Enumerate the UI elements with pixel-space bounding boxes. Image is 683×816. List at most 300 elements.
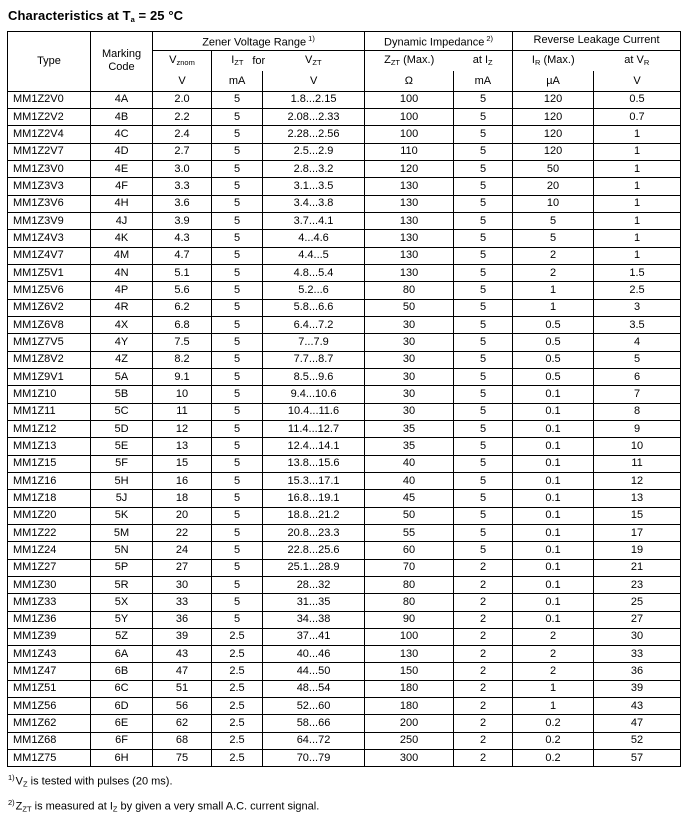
cell-ir: 0.1	[513, 420, 594, 437]
cell-at-iz: 5	[454, 143, 513, 160]
cell-vznom: 3.0	[153, 160, 212, 177]
vznom-unit: V	[178, 74, 186, 87]
cell-zzt: 130	[365, 247, 454, 264]
cell-vznom: 2.0	[153, 91, 212, 108]
table-row	[8, 160, 681, 177]
cell-izt: 2.5	[212, 680, 263, 697]
cell-vzt: 70...79	[263, 750, 365, 767]
table-row	[8, 230, 681, 247]
cell-zzt: 130	[365, 195, 454, 212]
table-row	[8, 420, 681, 437]
cell-zzt: 80	[365, 576, 454, 593]
cell-vzt: 2.8...3.2	[263, 160, 365, 177]
cell-vzt: 40...46	[263, 646, 365, 663]
cell-at-vr: 57	[594, 750, 681, 767]
cell-ir: 0.1	[513, 455, 594, 472]
table-row	[8, 195, 681, 212]
cell-vzt: 15.3...17.1	[263, 472, 365, 489]
cell-zzt: 100	[365, 108, 454, 125]
table-row	[8, 576, 681, 593]
cell-vzt: 37...41	[263, 628, 365, 645]
cell-zzt: 30	[365, 316, 454, 333]
cell-marking-code: 5F	[91, 455, 153, 472]
cell-izt: 2.5	[212, 715, 263, 732]
cell-ir: 0.1	[513, 524, 594, 541]
cell-vzt: 2.08...2.33	[263, 108, 365, 125]
cell-vznom: 39	[153, 628, 212, 645]
cell-type: MM1Z33	[8, 594, 91, 611]
cell-at-vr: 1	[594, 195, 681, 212]
cell-type: MM1Z4V7	[8, 247, 91, 264]
cell-at-vr: 4	[594, 334, 681, 351]
cell-zzt: 30	[365, 386, 454, 403]
cell-vznom: 18	[153, 490, 212, 507]
table-row	[8, 507, 681, 524]
cell-vzt: 6.4...7.2	[263, 316, 365, 333]
title-text: Characteristics at T	[8, 8, 131, 23]
cell-ir: 0.5	[513, 368, 594, 385]
table-row	[8, 698, 681, 715]
cell-vzt: 12.4...14.1	[263, 438, 365, 455]
cell-at-vr: 43	[594, 698, 681, 715]
cell-vzt: 5.8...6.6	[263, 299, 365, 316]
cell-zzt: 130	[365, 646, 454, 663]
cell-zzt: 50	[365, 299, 454, 316]
cell-izt: 2.5	[212, 698, 263, 715]
cell-izt: 5	[212, 386, 263, 403]
cell-at-iz: 5	[454, 91, 513, 108]
cell-vzt: 10.4...11.6	[263, 403, 365, 420]
cell-at-vr: 1	[594, 247, 681, 264]
cell-at-vr: 11	[594, 455, 681, 472]
cell-at-vr: 1	[594, 178, 681, 195]
footnote-1: $^{1)}V_Z$ is tested with pulses (20 ms).	[8, 773, 173, 790]
cell-izt: 5	[212, 282, 263, 299]
cell-at-iz: 5	[454, 351, 513, 368]
footnote-2: $^{2)}Z_{ZT}$ is measured at $I_Z$ by given a very small A.C. current signal.	[8, 798, 320, 814]
vznom-symbol: $V_{znom}$	[169, 54, 195, 68]
cell-at-vr: 1	[594, 126, 681, 143]
cell-ir: 0.1	[513, 507, 594, 524]
cell-at-vr: 7	[594, 386, 681, 403]
cell-ir: 0.1	[513, 490, 594, 507]
table-row	[8, 264, 681, 281]
cell-ir: 0.2	[513, 732, 594, 749]
cell-zzt: 90	[365, 611, 454, 628]
table-row	[8, 316, 681, 333]
cell-at-vr: 5	[594, 351, 681, 368]
cell-marking-code: 6B	[91, 663, 153, 680]
header-group-row	[8, 32, 681, 51]
cell-izt: 5	[212, 576, 263, 593]
table-row	[8, 334, 681, 351]
cell-type: MM1Z43	[8, 646, 91, 663]
cell-zzt: 180	[365, 698, 454, 715]
cell-vzt: 31...35	[263, 594, 365, 611]
cell-at-vr: 52	[594, 732, 681, 749]
cell-vznom: 16	[153, 472, 212, 489]
cell-zzt: 80	[365, 594, 454, 611]
cell-zzt: 100	[365, 91, 454, 108]
col-header-zzt-atiz	[365, 50, 513, 91]
cell-vznom: 5.1	[153, 264, 212, 281]
atvr-symbol: at $V_R$	[624, 54, 650, 68]
cell-at-vr: 3	[594, 299, 681, 316]
cell-vzt: 5.2...6	[263, 282, 365, 299]
cell-zzt: 55	[365, 524, 454, 541]
cell-at-iz: 2	[454, 594, 513, 611]
table-row	[8, 472, 681, 489]
cell-zzt: 35	[365, 438, 454, 455]
cell-vznom: 33	[153, 594, 212, 611]
cell-at-iz: 2	[454, 680, 513, 697]
cell-vzt: 44...50	[263, 663, 365, 680]
cell-at-vr: 12	[594, 472, 681, 489]
table-row	[8, 594, 681, 611]
cell-type: MM1Z12	[8, 420, 91, 437]
cell-marking-code: 5Z	[91, 628, 153, 645]
cell-vznom: 47	[153, 663, 212, 680]
cell-at-iz: 2	[454, 698, 513, 715]
cell-vznom: 7.5	[153, 334, 212, 351]
cell-marking-code: 5J	[91, 490, 153, 507]
cell-at-vr: 13	[594, 490, 681, 507]
cell-ir: 1	[513, 680, 594, 697]
cell-izt: 5	[212, 299, 263, 316]
cell-at-iz: 5	[454, 178, 513, 195]
cell-marking-code: 4P	[91, 282, 153, 299]
cell-vznom: 30	[153, 576, 212, 593]
cell-at-iz: 5	[454, 126, 513, 143]
cell-at-iz: 2	[454, 732, 513, 749]
cell-izt: 5	[212, 230, 263, 247]
cell-ir: 5	[513, 230, 594, 247]
cell-vznom: 13	[153, 438, 212, 455]
zzt-unit: Ω	[404, 74, 413, 87]
cell-zzt: 45	[365, 490, 454, 507]
cell-zzt: 110	[365, 143, 454, 160]
cell-marking-code: 6E	[91, 715, 153, 732]
izt-vzt-units	[212, 71, 364, 91]
cell-izt: 2.5	[212, 646, 263, 663]
cell-vzt: 9.4...10.6	[263, 386, 365, 403]
cell-zzt: 130	[365, 178, 454, 195]
cell-vznom: 75	[153, 750, 212, 767]
cell-ir: 1	[513, 698, 594, 715]
cell-izt: 5	[212, 455, 263, 472]
cell-vzt: 4...4.6	[263, 230, 365, 247]
cell-ir: 2	[513, 628, 594, 645]
cell-vznom: 24	[153, 542, 212, 559]
cell-zzt: 150	[365, 663, 454, 680]
cell-at-vr: 30	[594, 628, 681, 645]
cell-at-vr: 17	[594, 524, 681, 541]
ir-unit: µA	[546, 74, 560, 87]
cell-ir: 0.1	[513, 594, 594, 611]
cell-marking-code: 5R	[91, 576, 153, 593]
cell-izt: 5	[212, 420, 263, 437]
cell-ir: 0.5	[513, 351, 594, 368]
cell-izt: 5	[212, 559, 263, 576]
cell-ir: 50	[513, 160, 594, 177]
cell-marking-code: 6H	[91, 750, 153, 767]
cell-type: MM1Z75	[8, 750, 91, 767]
cell-vznom: 51	[153, 680, 212, 697]
cell-vzt: 7.7...8.7	[263, 351, 365, 368]
cell-vzt: 34...38	[263, 611, 365, 628]
zzt-atiz-units	[365, 71, 512, 91]
cell-ir: 2	[513, 247, 594, 264]
cell-ir: 2	[513, 646, 594, 663]
cell-marking-code: 4B	[91, 108, 153, 125]
cell-type: MM1Z7V5	[8, 334, 91, 351]
cell-at-iz: 2	[454, 611, 513, 628]
cell-type: MM1Z2V2	[8, 108, 91, 125]
cell-marking-code: 5D	[91, 420, 153, 437]
cell-marking-code: 6A	[91, 646, 153, 663]
cell-izt: 5	[212, 143, 263, 160]
cell-izt: 2.5	[212, 628, 263, 645]
cell-type: MM1Z62	[8, 715, 91, 732]
cell-zzt: 300	[365, 750, 454, 767]
table-row	[8, 490, 681, 507]
cell-vznom: 36	[153, 611, 212, 628]
cell-vzt: 25.1...28.9	[263, 559, 365, 576]
cell-at-iz: 5	[454, 438, 513, 455]
cell-vzt: 8.5...9.6	[263, 368, 365, 385]
cell-at-iz: 5	[454, 334, 513, 351]
table-row	[8, 455, 681, 472]
cell-izt: 5	[212, 351, 263, 368]
cell-ir: 120	[513, 126, 594, 143]
cell-at-iz: 5	[454, 282, 513, 299]
cell-vzt: 2.28...2.56	[263, 126, 365, 143]
cell-marking-code: 5A	[91, 368, 153, 385]
cell-izt: 5	[212, 126, 263, 143]
table-row	[8, 524, 681, 541]
ir-symbol: $I_R$ (Max.)	[531, 54, 575, 68]
table-row	[8, 351, 681, 368]
cell-marking-code: 6C	[91, 680, 153, 697]
cell-zzt: 70	[365, 559, 454, 576]
cell-marking-code: 4E	[91, 160, 153, 177]
table-row	[8, 628, 681, 645]
table-row	[8, 178, 681, 195]
cell-vzt: 3.4...3.8	[263, 195, 365, 212]
cell-type: MM1Z5V6	[8, 282, 91, 299]
cell-at-vr: 3.5	[594, 316, 681, 333]
cell-at-iz: 5	[454, 195, 513, 212]
cell-vznom: 3.9	[153, 212, 212, 229]
cell-zzt: 120	[365, 160, 454, 177]
cell-marking-code: 4C	[91, 126, 153, 143]
cell-marking-code: 4H	[91, 195, 153, 212]
cell-ir: 0.5	[513, 316, 594, 333]
group-label-zener: Zener Voltage Range	[202, 36, 307, 49]
cell-izt: 5	[212, 507, 263, 524]
cell-ir: 0.2	[513, 750, 594, 767]
cell-zzt: 250	[365, 732, 454, 749]
cell-type: MM1Z20	[8, 507, 91, 524]
cell-ir: 0.1	[513, 386, 594, 403]
table-row	[8, 715, 681, 732]
cell-vznom: 62	[153, 715, 212, 732]
cell-vzt: 58...66	[263, 715, 365, 732]
group-header-dynamic-impedance	[365, 32, 513, 51]
cell-at-iz: 2	[454, 715, 513, 732]
title-text-suffix: = 25 °C	[134, 8, 184, 23]
cell-marking-code: 5Y	[91, 611, 153, 628]
atvr-unit: V	[593, 71, 680, 91]
cell-izt: 5	[212, 247, 263, 264]
table-row	[8, 91, 681, 108]
cell-type: MM1Z11	[8, 403, 91, 420]
table-row	[8, 143, 681, 160]
cell-marking-code: 5N	[91, 542, 153, 559]
cell-type: MM1Z39	[8, 628, 91, 645]
table-row	[8, 611, 681, 628]
cell-ir: 0.1	[513, 611, 594, 628]
cell-marking-code: 4K	[91, 230, 153, 247]
cell-at-vr: 25	[594, 594, 681, 611]
cell-type: MM1Z51	[8, 680, 91, 697]
cell-marking-code: 5C	[91, 403, 153, 420]
cell-type: MM1Z16	[8, 472, 91, 489]
cell-vznom: 2.4	[153, 126, 212, 143]
footnote-ref-1: 1)	[308, 34, 315, 43]
cell-zzt: 100	[365, 126, 454, 143]
izt-symbol: $I_{ZT}$	[231, 54, 244, 68]
cell-type: MM1Z24	[8, 542, 91, 559]
cell-ir: 120	[513, 91, 594, 108]
cell-zzt: 200	[365, 715, 454, 732]
marking-label-line1: Marking	[101, 48, 142, 61]
cell-at-vr: 1	[594, 160, 681, 177]
cell-at-iz: 5	[454, 472, 513, 489]
cell-ir: 0.1	[513, 542, 594, 559]
cell-at-vr: 6	[594, 368, 681, 385]
cell-vznom: 2.2	[153, 108, 212, 125]
cell-at-vr: 1	[594, 230, 681, 247]
cell-ir: 1	[513, 282, 594, 299]
cell-izt: 2.5	[212, 732, 263, 749]
cell-at-iz: 5	[454, 108, 513, 125]
cell-ir: 0.1	[513, 472, 594, 489]
cell-type: MM1Z15	[8, 455, 91, 472]
cell-vzt: 4.8...5.4	[263, 264, 365, 281]
cell-vznom: 43	[153, 646, 212, 663]
cell-type: MM1Z4V3	[8, 230, 91, 247]
cell-vznom: 8.2	[153, 351, 212, 368]
cell-vznom: 20	[153, 507, 212, 524]
footnotes	[7, 771, 683, 815]
table-row	[8, 212, 681, 229]
cell-marking-code: 5E	[91, 438, 153, 455]
col-header-marking-code	[91, 32, 153, 92]
cell-at-iz: 5	[454, 420, 513, 437]
vzt-symbol: $V_{ZT}$	[305, 54, 322, 68]
table-row	[8, 126, 681, 143]
cell-vzt: 20.8...23.3	[263, 524, 365, 541]
cell-type: MM1Z2V7	[8, 143, 91, 160]
cell-vznom: 3.6	[153, 195, 212, 212]
cell-marking-code: 4Z	[91, 351, 153, 368]
cell-type: MM1Z47	[8, 663, 91, 680]
cell-type: MM1Z30	[8, 576, 91, 593]
cell-type: MM1Z56	[8, 698, 91, 715]
group-header-zener-voltage-range	[153, 32, 365, 51]
cell-type: MM1Z13	[8, 438, 91, 455]
cell-vzt: 22.8...25.6	[263, 542, 365, 559]
cell-type: MM1Z18	[8, 490, 91, 507]
cell-ir: 0.1	[513, 438, 594, 455]
cell-ir: 2	[513, 663, 594, 680]
cell-vznom: 6.2	[153, 299, 212, 316]
cell-vznom: 27	[153, 559, 212, 576]
table-row	[8, 732, 681, 749]
cell-type: MM1Z2V0	[8, 91, 91, 108]
cell-vzt: 16.8...19.1	[263, 490, 365, 507]
cell-zzt: 40	[365, 472, 454, 489]
cell-izt: 5	[212, 160, 263, 177]
cell-marking-code: 5H	[91, 472, 153, 489]
cell-zzt: 35	[365, 420, 454, 437]
atiz-symbol: at $I_Z$	[472, 54, 493, 68]
cell-type: MM1Z3V9	[8, 212, 91, 229]
table-row	[8, 663, 681, 680]
cell-marking-code: 5K	[91, 507, 153, 524]
cell-at-iz: 5	[454, 455, 513, 472]
cell-ir: 10	[513, 195, 594, 212]
cell-vznom: 3.3	[153, 178, 212, 195]
cell-marking-code: 4A	[91, 91, 153, 108]
cell-at-vr: 19	[594, 542, 681, 559]
cell-marking-code: 4X	[91, 316, 153, 333]
group-label-impedance: Dynamic Impedance	[384, 36, 485, 49]
atiz-unit: mA	[453, 71, 512, 91]
for-label: for	[252, 54, 266, 67]
cell-zzt: 30	[365, 351, 454, 368]
title-subscript: a	[130, 15, 135, 24]
cell-vzt: 3.7...4.1	[263, 212, 365, 229]
cell-zzt: 180	[365, 680, 454, 697]
cell-izt: 5	[212, 264, 263, 281]
vzt-unit: V	[262, 71, 364, 91]
cell-type: MM1Z8V2	[8, 351, 91, 368]
cell-at-vr: 8	[594, 403, 681, 420]
cell-type: MM1Z6V8	[8, 316, 91, 333]
cell-at-iz: 5	[454, 230, 513, 247]
cell-type: MM1Z10	[8, 386, 91, 403]
cell-at-vr: 0.5	[594, 91, 681, 108]
cell-vznom: 6.8	[153, 316, 212, 333]
cell-vzt: 64...72	[263, 732, 365, 749]
cell-at-iz: 2	[454, 750, 513, 767]
table-row	[8, 559, 681, 576]
ir-atvr-symbols	[513, 51, 680, 71]
cell-at-iz: 5	[454, 299, 513, 316]
cell-izt: 5	[212, 91, 263, 108]
cell-izt: 5	[212, 195, 263, 212]
cell-zzt: 130	[365, 264, 454, 281]
cell-izt: 5	[212, 403, 263, 420]
cell-type: MM1Z3V3	[8, 178, 91, 195]
cell-type: MM1Z22	[8, 524, 91, 541]
cell-at-iz: 5	[454, 524, 513, 541]
cell-at-vr: 2.5	[594, 282, 681, 299]
table-row	[8, 386, 681, 403]
cell-izt: 5	[212, 108, 263, 125]
